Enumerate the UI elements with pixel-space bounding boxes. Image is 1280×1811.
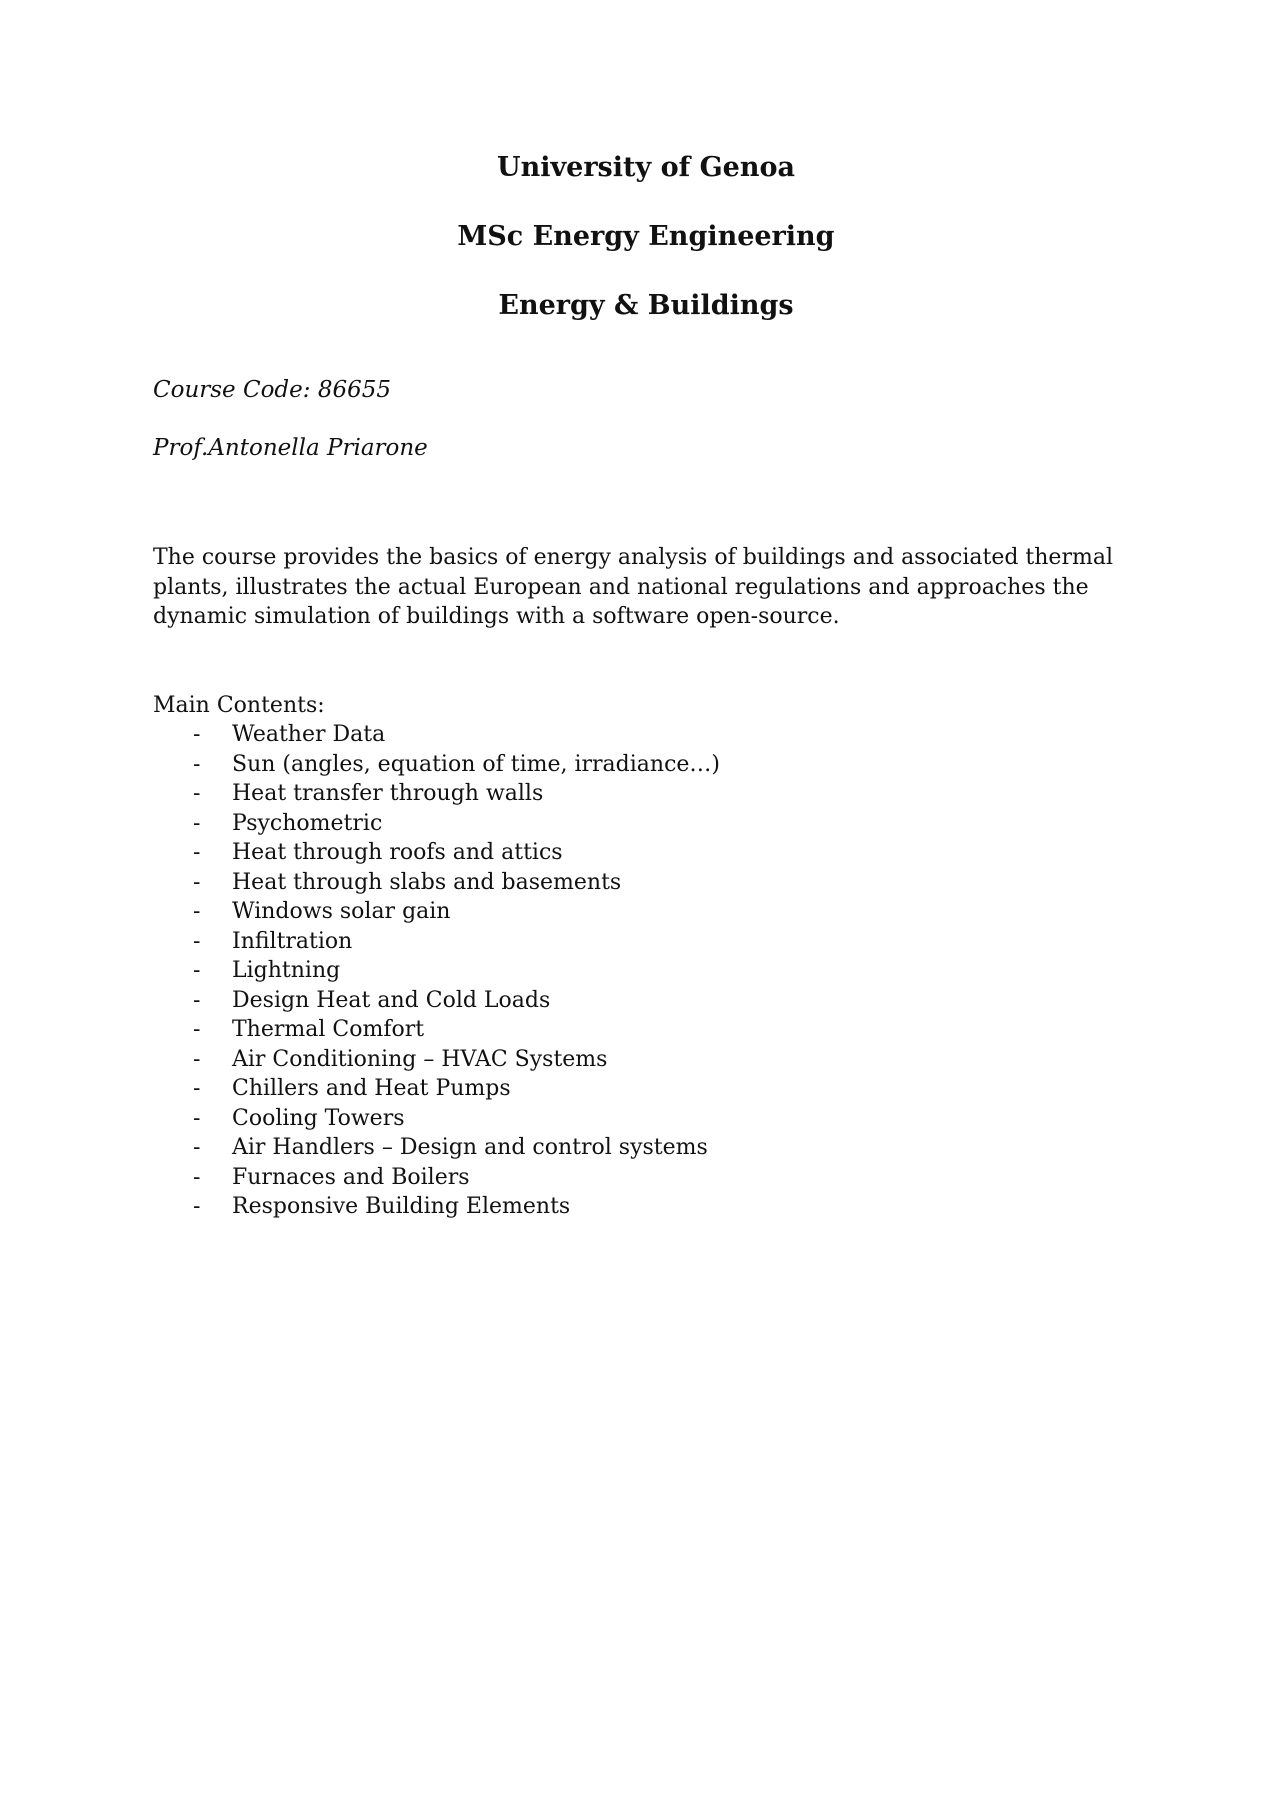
list-item-text: Lightning [232, 958, 341, 983]
list-bullet: - [193, 869, 201, 895]
list-item-text: Infiltration [232, 928, 353, 954]
course-description: The course provides the basics of energy analysis of buildings and associated thermal plants, illustrates the actual European and national regulations and approaches the dynamic simulation of buildings with a software open-source. [153, 545, 1113, 629]
professor-name: Prof.Antonella Priarone [153, 435, 428, 461]
list-bullet: - [193, 958, 201, 983]
list-bullet: - [193, 928, 201, 954]
list-item-text: Furnaces and Boilers [232, 1164, 470, 1190]
list-item-text: Heat through roofs and attics [232, 840, 563, 865]
list-item-text: Windows solar gain [232, 899, 451, 924]
list-item-text: Chillers and Heat Pumps [232, 1076, 511, 1101]
list-bullet: - [193, 899, 201, 924]
list-item-text: Air Handlers – Design and control systems [232, 1135, 708, 1160]
list-item-text: Psychometric [232, 810, 383, 836]
list-bullet: - [193, 751, 201, 777]
list-bullet: - [193, 1164, 201, 1190]
list-item-text: Heat transfer through walls [232, 781, 544, 806]
list-bullet: - [193, 1135, 201, 1160]
course-title: Energy & Buildings [498, 290, 794, 321]
list-bullet: - [193, 810, 201, 836]
list-bullet: - [193, 987, 201, 1013]
list-bullet: - [193, 722, 201, 747]
list-item-text: Sun (angles, equation of time, irradiance…) [232, 751, 720, 777]
list-bullet: - [193, 781, 201, 806]
list-item-text: Air Conditioning – HVAC Systems [232, 1046, 608, 1072]
list-bullet: - [193, 1194, 201, 1219]
list-item-text: Design Heat and Cold Loads [232, 987, 551, 1013]
list-bullet: - [193, 1017, 201, 1042]
list-item-text: Responsive Building Elements [232, 1194, 571, 1219]
list-bullet: - [193, 840, 201, 865]
list-bullet: - [193, 1076, 201, 1101]
list-item-text: Heat through slabs and basements [232, 869, 622, 895]
course-code: Course Code: 86655 [153, 377, 391, 403]
list-item-text: Cooling Towers [232, 1105, 405, 1131]
list-item-text: Weather Data [232, 722, 386, 747]
list-item-text: Thermal Comfort [232, 1017, 425, 1042]
program-title: MSc Energy Engineering [457, 221, 835, 252]
list-bullet: - [193, 1105, 201, 1131]
university-title: University of Genoa [497, 152, 795, 183]
list-bullet: - [193, 1046, 201, 1072]
main-contents-label: Main Contents: [153, 693, 325, 718]
